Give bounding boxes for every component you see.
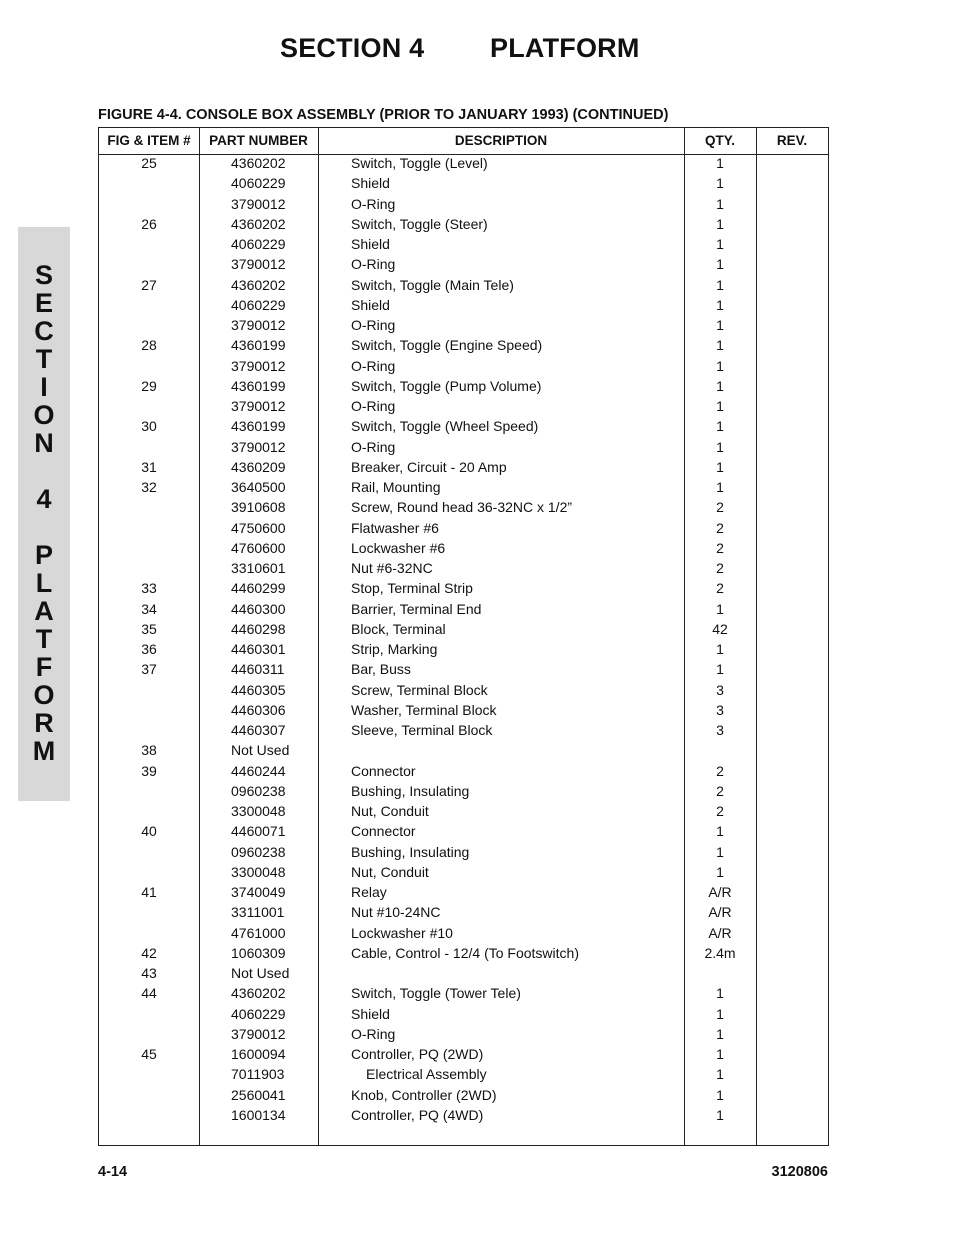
part-number-cell: 3790012: [231, 438, 286, 455]
side-tab-letters: [18, 261, 70, 765]
part-number-cell: 4360209: [231, 458, 286, 475]
part-number-cell: 4360199: [231, 377, 286, 394]
side-tab-letter: F: [35, 652, 53, 682]
description-cell: Switch, Toggle (Level): [351, 155, 488, 171]
qty-cell: 2: [716, 782, 724, 799]
column-header-rev: REV.: [776, 133, 808, 148]
qty-cell: 1: [716, 175, 724, 192]
description-cell: Controller, PQ (2WD): [351, 1046, 484, 1062]
description-cell: Nut #10-24NC: [351, 904, 441, 921]
side-tab-letter: 4: [36, 484, 52, 514]
parts-table: [98, 127, 829, 1146]
qty-cell: 2: [716, 762, 724, 779]
part-number-cell: 1600094: [231, 1046, 286, 1062]
fig-item-cell: 43: [141, 965, 157, 981]
part-number-cell: 4060229: [231, 236, 286, 252]
table-row: [99, 1085, 828, 1105]
description-cell: Washer, Terminal Block: [351, 701, 497, 718]
table-row: [99, 821, 828, 841]
part-number-cell: 4360199: [231, 418, 286, 435]
side-tab-letter: E: [34, 288, 53, 318]
side-tab-letter: N: [34, 428, 54, 458]
side-tab-letter: L: [35, 568, 53, 598]
side-tab-letter: R: [34, 708, 54, 738]
table-row: [99, 923, 828, 943]
part-number-cell: 0960238: [231, 782, 286, 799]
table-row: [99, 659, 828, 679]
part-number-cell: 4360202: [231, 155, 286, 171]
side-tab-letter: M: [32, 736, 56, 766]
table-row: [99, 842, 828, 862]
table-row: [99, 518, 828, 538]
part-number-cell: 1600134: [231, 1106, 286, 1123]
part-number-cell: 3910608: [231, 499, 286, 516]
description-cell: Controller, PQ (4WD): [351, 1106, 484, 1123]
part-number-cell: 3640500: [231, 479, 286, 495]
qty-cell: 1: [716, 276, 724, 293]
table-row: [99, 457, 828, 477]
description-cell: Strip, Marking: [351, 641, 438, 657]
table-row: [99, 943, 828, 963]
table-row: [99, 315, 828, 335]
part-number-cell: 4360202: [231, 276, 286, 293]
description-cell: O-Ring: [351, 398, 396, 414]
table-row: [99, 234, 828, 254]
part-number-cell: 3790012: [231, 357, 286, 374]
section-label: SECTION 4: [280, 33, 425, 63]
qty-cell: 1: [716, 438, 724, 455]
qty-cell: 2: [716, 519, 724, 536]
qty-cell: 1: [716, 1086, 724, 1103]
qty-cell: 1: [716, 843, 724, 860]
part-number-cell: 3300048: [231, 863, 286, 880]
table-row: [99, 295, 828, 315]
part-number-cell: 4460311: [231, 661, 285, 678]
description-cell: O-Ring: [351, 317, 396, 333]
qty-cell: 1: [716, 377, 724, 394]
fig-item-cell: 29: [141, 377, 157, 394]
qty-cell: 1: [716, 317, 724, 333]
description-cell: O-Ring: [351, 357, 396, 374]
table-row: [99, 477, 828, 497]
qty-cell: A/R: [708, 924, 732, 941]
qty-cell: 3: [716, 722, 724, 738]
description-cell: Electrical Assembly: [366, 1066, 487, 1083]
part-number-cell: 2560041: [231, 1086, 286, 1103]
fig-item-cell: 41: [141, 884, 157, 900]
side-tab-letter: O: [33, 680, 55, 710]
fig-item-cell: 39: [141, 762, 157, 779]
description-cell: Connector: [351, 762, 416, 779]
qty-cell: 1: [716, 823, 724, 840]
description-cell: Nut, Conduit: [351, 803, 429, 819]
description-cell: O-Ring: [351, 1025, 396, 1042]
fig-item-cell: 31: [141, 458, 157, 475]
description-cell: Lockwasher #10: [351, 924, 453, 941]
description-cell: O-Ring: [351, 195, 396, 212]
part-number-cell: 4460306: [231, 701, 286, 718]
qty-cell: 1: [716, 155, 724, 171]
table-row: [99, 396, 828, 416]
column-header-qty: QTY.: [704, 133, 735, 148]
qty-cell: 1: [716, 195, 724, 212]
table-row: [99, 376, 828, 396]
table-body: [99, 153, 828, 1125]
description-cell: Switch, Toggle (Engine Speed): [351, 337, 543, 354]
qty-cell: 1: [716, 1005, 724, 1022]
part-number-cell: 4060229: [231, 296, 286, 313]
part-number-cell: 4060229: [231, 1005, 286, 1022]
part-number-cell: 7011903: [231, 1066, 285, 1083]
table-row: [99, 578, 828, 598]
side-tab-letter: A: [34, 596, 54, 626]
qty-cell: 1: [716, 661, 724, 678]
part-number-cell: 4060229: [231, 175, 286, 192]
description-cell: Breaker, Circuit - 20 Amp: [351, 458, 507, 475]
qty-cell: 3: [716, 701, 724, 718]
fig-item-cell: 35: [141, 620, 157, 637]
table-row: [99, 416, 828, 436]
figure-title: FIGURE 4-4. CONSOLE BOX ASSEMBLY (PRIOR TO JANUARY 1993) (CONTINUED): [98, 107, 669, 123]
table-row: [99, 1044, 828, 1064]
description-cell: Switch, Toggle (Tower Tele): [351, 985, 521, 1002]
column-header-part: PART NUMBER: [209, 133, 308, 148]
description-cell: Flatwasher #6: [351, 519, 439, 536]
qty-cell: 1: [716, 458, 724, 475]
table-row: [99, 1024, 828, 1044]
description-cell: Bushing, Insulating: [351, 782, 470, 799]
qty-cell: 1: [716, 1046, 724, 1062]
fig-item-cell: 44: [141, 985, 157, 1002]
table-row: [99, 963, 828, 983]
qty-cell: 1: [716, 1066, 724, 1083]
side-tab-letter: T: [35, 624, 53, 654]
table-row: [99, 740, 828, 760]
description-cell: Screw, Terminal Block: [351, 681, 488, 698]
qty-cell: 1: [716, 863, 724, 880]
description-cell: Bar, Buss: [351, 661, 411, 678]
side-tab-letter: I: [40, 372, 48, 402]
qty-cell: 2: [716, 499, 724, 516]
table-row: [99, 680, 828, 700]
qty-cell: 1: [716, 985, 724, 1002]
description-cell: Shield: [351, 236, 390, 252]
table-row: [99, 761, 828, 781]
qty-cell: 2: [716, 560, 724, 576]
part-number-cell: 4761000: [231, 924, 286, 941]
part-number-cell: 4460300: [231, 600, 286, 617]
part-number-cell: 3310601: [231, 560, 286, 576]
part-number-cell: 4760600: [231, 539, 286, 556]
description-cell: Barrier, Terminal End: [351, 600, 482, 617]
table-row: [99, 801, 828, 821]
part-number-cell: 3790012: [231, 256, 286, 273]
qty-cell: 1: [716, 1106, 724, 1123]
part-number-cell: 4360202: [231, 215, 286, 232]
qty-cell: 3: [716, 681, 724, 698]
table-row: [99, 437, 828, 457]
table-row: [99, 194, 828, 214]
part-number-cell: 3311001: [231, 904, 285, 921]
part-number-cell: 3790012: [231, 398, 286, 414]
table-row: [99, 902, 828, 922]
qty-cell: 1: [716, 296, 724, 313]
fig-item-cell: 40: [141, 823, 157, 840]
qty-cell: 1: [716, 479, 724, 495]
description-cell: Switch, Toggle (Wheel Speed): [351, 418, 539, 435]
fig-item-cell: 27: [141, 276, 157, 293]
description-cell: Connector: [351, 823, 416, 840]
description-cell: O-Ring: [351, 438, 396, 455]
page-number: 4-14: [98, 1164, 128, 1180]
part-number-cell: 4460244: [231, 762, 286, 779]
qty-cell: 2: [716, 803, 724, 819]
part-number-cell: 4360199: [231, 337, 286, 354]
fig-item-cell: 45: [141, 1046, 157, 1062]
fig-item-cell: 28: [141, 337, 157, 354]
fig-item-cell: 36: [141, 641, 157, 657]
qty-cell: 1: [716, 641, 724, 657]
side-tab-letter: T: [35, 344, 53, 374]
qty-cell: 1: [716, 215, 724, 232]
description-cell: Nut #6-32NC: [351, 560, 433, 576]
description-cell: Relay: [351, 884, 387, 900]
description-cell: Lockwasher #6: [351, 539, 446, 556]
description-cell: Shield: [351, 175, 390, 192]
table-row: [99, 619, 828, 639]
part-number-cell: 3300048: [231, 803, 286, 819]
description-cell: O-Ring: [351, 256, 396, 273]
part-number-cell: 4460301: [231, 641, 286, 657]
description-cell: Switch, Toggle (Main Tele): [351, 276, 514, 293]
fig-item-cell: 30: [141, 418, 157, 435]
qty-cell: 1: [716, 236, 724, 252]
qty-cell: A/R: [708, 904, 732, 921]
table-row: [99, 538, 828, 558]
table-row: [99, 1064, 828, 1084]
table-row: [99, 862, 828, 882]
description-cell: Bushing, Insulating: [351, 843, 470, 860]
part-number-cell: 4360202: [231, 985, 286, 1002]
table-row: [99, 599, 828, 619]
description-cell: Switch, Toggle (Pump Volume): [351, 377, 542, 394]
table-row: [99, 720, 828, 740]
side-tab-letter: S: [34, 260, 53, 290]
fig-item-cell: 38: [141, 742, 157, 759]
fig-item-cell: 26: [141, 215, 157, 232]
description-cell: Nut, Conduit: [351, 863, 429, 880]
fig-item-cell: 37: [141, 661, 157, 678]
fig-item-cell: 33: [141, 580, 157, 597]
part-number-cell: 3740049: [231, 884, 286, 900]
part-number-cell: 0960238: [231, 843, 286, 860]
table-row: [99, 882, 828, 902]
table-row: [99, 335, 828, 355]
description-cell: Screw, Round head 36-32NC x 1/2”: [351, 499, 573, 516]
qty-cell: 1: [716, 398, 724, 414]
table-row: [99, 1004, 828, 1024]
part-number-cell: 4460071: [231, 823, 286, 840]
side-tab-letter: P: [34, 540, 53, 570]
table-row: [99, 558, 828, 578]
qty-cell: 2.4m: [704, 944, 736, 961]
table-row: [99, 214, 828, 234]
qty-cell: 1: [716, 256, 724, 273]
fig-item-cell: 34: [141, 600, 157, 617]
part-number-cell: Not Used: [231, 742, 290, 759]
part-number-cell: 4460307: [231, 722, 286, 738]
description-cell: Shield: [351, 1005, 390, 1022]
section-title: PLATFORM: [490, 33, 640, 63]
part-number-cell: 4750600: [231, 519, 286, 536]
part-number-cell: 4460298: [231, 620, 286, 637]
fig-item-cell: 32: [141, 479, 157, 495]
qty-cell: 2: [716, 580, 724, 597]
table-row: [99, 254, 828, 274]
table-row: [99, 983, 828, 1003]
table-row: [99, 356, 828, 376]
table-row: [99, 153, 828, 173]
qty-cell: 42: [712, 620, 728, 637]
side-tab-letter: O: [33, 400, 55, 430]
description-cell: Shield: [351, 296, 390, 313]
part-number-cell: 3790012: [231, 317, 286, 333]
fig-item-cell: 42: [141, 944, 157, 961]
fig-item-cell: 25: [141, 155, 157, 171]
document-number: 3120806: [771, 1164, 828, 1180]
table-row: [99, 275, 828, 295]
column-header-description: DESCRIPTION: [454, 133, 548, 148]
table-row: [99, 639, 828, 659]
qty-cell: A/R: [708, 884, 732, 900]
qty-cell: 1: [716, 418, 724, 435]
qty-cell: 2: [716, 539, 724, 556]
qty-cell: 1: [716, 337, 724, 354]
table-row: [99, 700, 828, 720]
qty-cell: 1: [716, 357, 724, 374]
description-cell: Knob, Controller (2WD): [351, 1086, 497, 1103]
table-row: [99, 497, 828, 517]
part-number-cell: 1060309: [231, 944, 286, 961]
column-header-item: FIG & ITEM #: [107, 133, 191, 148]
description-cell: Cable, Control - 12/4 (To Footswitch): [351, 944, 579, 961]
part-number-cell: 3790012: [231, 1025, 286, 1042]
part-number-cell: 4460305: [231, 681, 286, 698]
table-row: [99, 1105, 828, 1125]
part-number-cell: 3790012: [231, 195, 286, 212]
description-cell: Switch, Toggle (Steer): [351, 215, 488, 232]
side-tab-letter: C: [34, 316, 54, 346]
description-cell: Rail, Mounting: [351, 479, 441, 495]
description-cell: Block, Terminal: [351, 620, 446, 637]
description-cell: Stop, Terminal Strip: [351, 580, 473, 597]
description-cell: Sleeve, Terminal Block: [351, 722, 493, 738]
qty-cell: 1: [716, 600, 724, 617]
table-row: [99, 781, 828, 801]
qty-cell: 1: [716, 1025, 724, 1042]
part-number-cell: Not Used: [231, 965, 290, 981]
part-number-cell: 4460299: [231, 580, 286, 597]
table-row: [99, 173, 828, 193]
